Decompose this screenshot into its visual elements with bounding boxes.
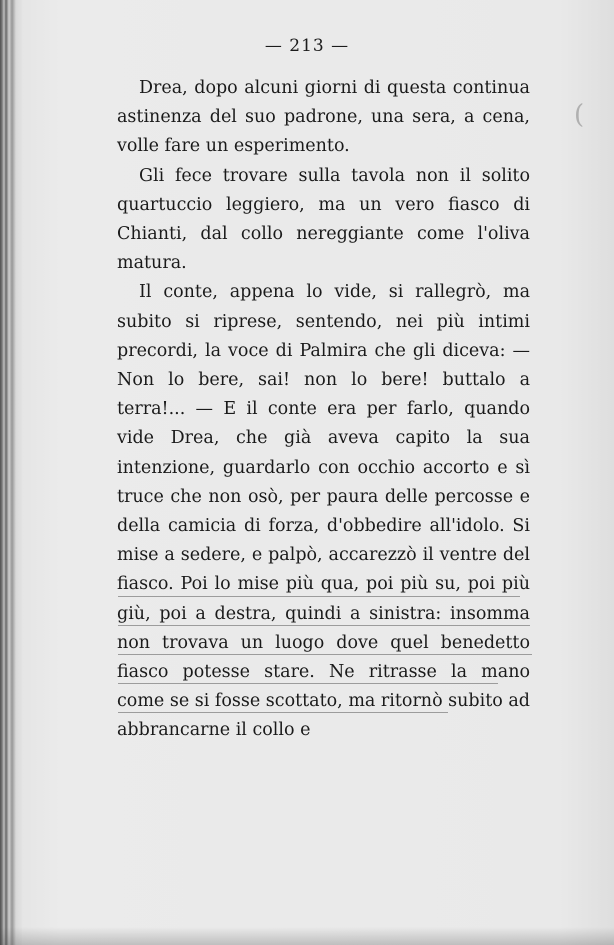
paragraph: Gli fece trovare sulla tavola non il solito quartuccio leggiero, ma un vero fiasco di Chianti, dal collo nereggiante come l'oliva matura. bbox=[117, 165, 530, 274]
pencil-underline bbox=[118, 654, 532, 655]
pencil-underline bbox=[118, 712, 448, 713]
pencil-underline bbox=[118, 625, 530, 626]
page-body-text bbox=[117, 74, 530, 746]
page-bottom-edge bbox=[0, 927, 614, 945]
paragraph: Drea, dopo alcuni giorni di questa continua astinenza del suo padrone, una sera, a cena, volle fare un esperimento. bbox=[117, 78, 530, 157]
margin-pencil-mark: ( bbox=[574, 100, 585, 130]
book-spine-shadow bbox=[0, 0, 22, 945]
paragraph: Il conte, appena lo vide, si rallegrò, ma subito si riprese, sentendo, nei più intimi precordi, la voce di Palmira che gli diceva: — Non lo bere, sai! non lo bere! buttalo a terra!... — E il conte era per farlo, quando vide Drea, che già aveva capito la sua intenzione, guardarlo con occhio accorto e sì truce che non osò, per paura delle percosse e della camicia di forza, d'obbedire all'idolo. Si mise a sedere, e palpò, accarezzò il ventre del fiasco. Poi lo mise più qua, poi più su, poi più giù, poi a destra, quindi a sinistra: insomma non trovava un luogo dove quel benedetto fiasco potesse stare. Ne ritrasse la mano come se si fosse scottato, ma ritornò subito ad abbrancarne il collo e bbox=[117, 282, 530, 741]
page-number: — 213 — bbox=[264, 36, 350, 56]
pencil-underline bbox=[118, 596, 520, 597]
pencil-underline bbox=[118, 683, 498, 684]
